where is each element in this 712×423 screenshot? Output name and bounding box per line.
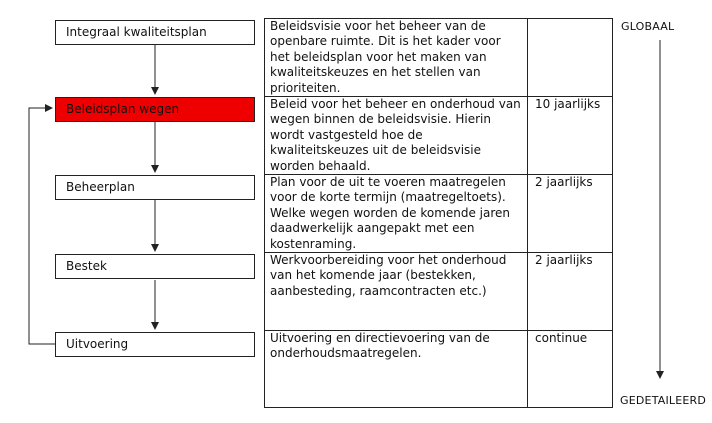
step-box-uitvoering: Uitvoering [55, 332, 255, 357]
axis-label-gedetaileerd: GEDETAILEERD [620, 394, 707, 407]
frequency-cell: 2 jaarlijks [535, 175, 593, 189]
description-cell: Beleid voor het beheer en onderhoud van wegen binnen de beleidsvisie. Hierin wordt vastgesteld hoe de kwaliteitskeuzes uit de beleidsvisie worden behaald. [270, 97, 521, 173]
description-cell: Werkvoorbereiding voor het onderhoud van het komende jaar (bestekken, aanbesteding, raamcontracten etc.) [270, 253, 507, 298]
frequency-cell: 2 jaarlijks [535, 253, 593, 267]
feedback-loop-line [29, 108, 55, 344]
step-box-bestek: Bestek [55, 254, 255, 279]
axis-label-globaal: GLOBAAL [621, 20, 675, 33]
frequency-cell: 10 jaarlijks [535, 97, 601, 111]
step-box-beheerplan: Beheerplan [55, 175, 255, 200]
step-box-beleidsplan-wegen: Beleidsplan wegen [55, 97, 255, 122]
description-cell: Uitvoering en directievoering van de onderhoudsmaatregelen. [270, 331, 490, 361]
step-box-integraal-kwaliteitsplan: Integraal kwaliteitsplan [55, 20, 255, 45]
frequency-cell: continue [535, 331, 588, 345]
description-cell: Plan voor de uit te voeren maatregelen voor de korte termijn (maatregeltoets). Welke wegen worden de komende jaren daadwerkelijk aangepakt met een kostenraming. [270, 175, 511, 251]
description-cell: Beleidsvisie voor het beheer van de openbare ruimte. Dit is het kader voor het beleidsplan voor het maken van kwaliteitskeuzes en het stellen van prioriteiten. [270, 19, 501, 95]
